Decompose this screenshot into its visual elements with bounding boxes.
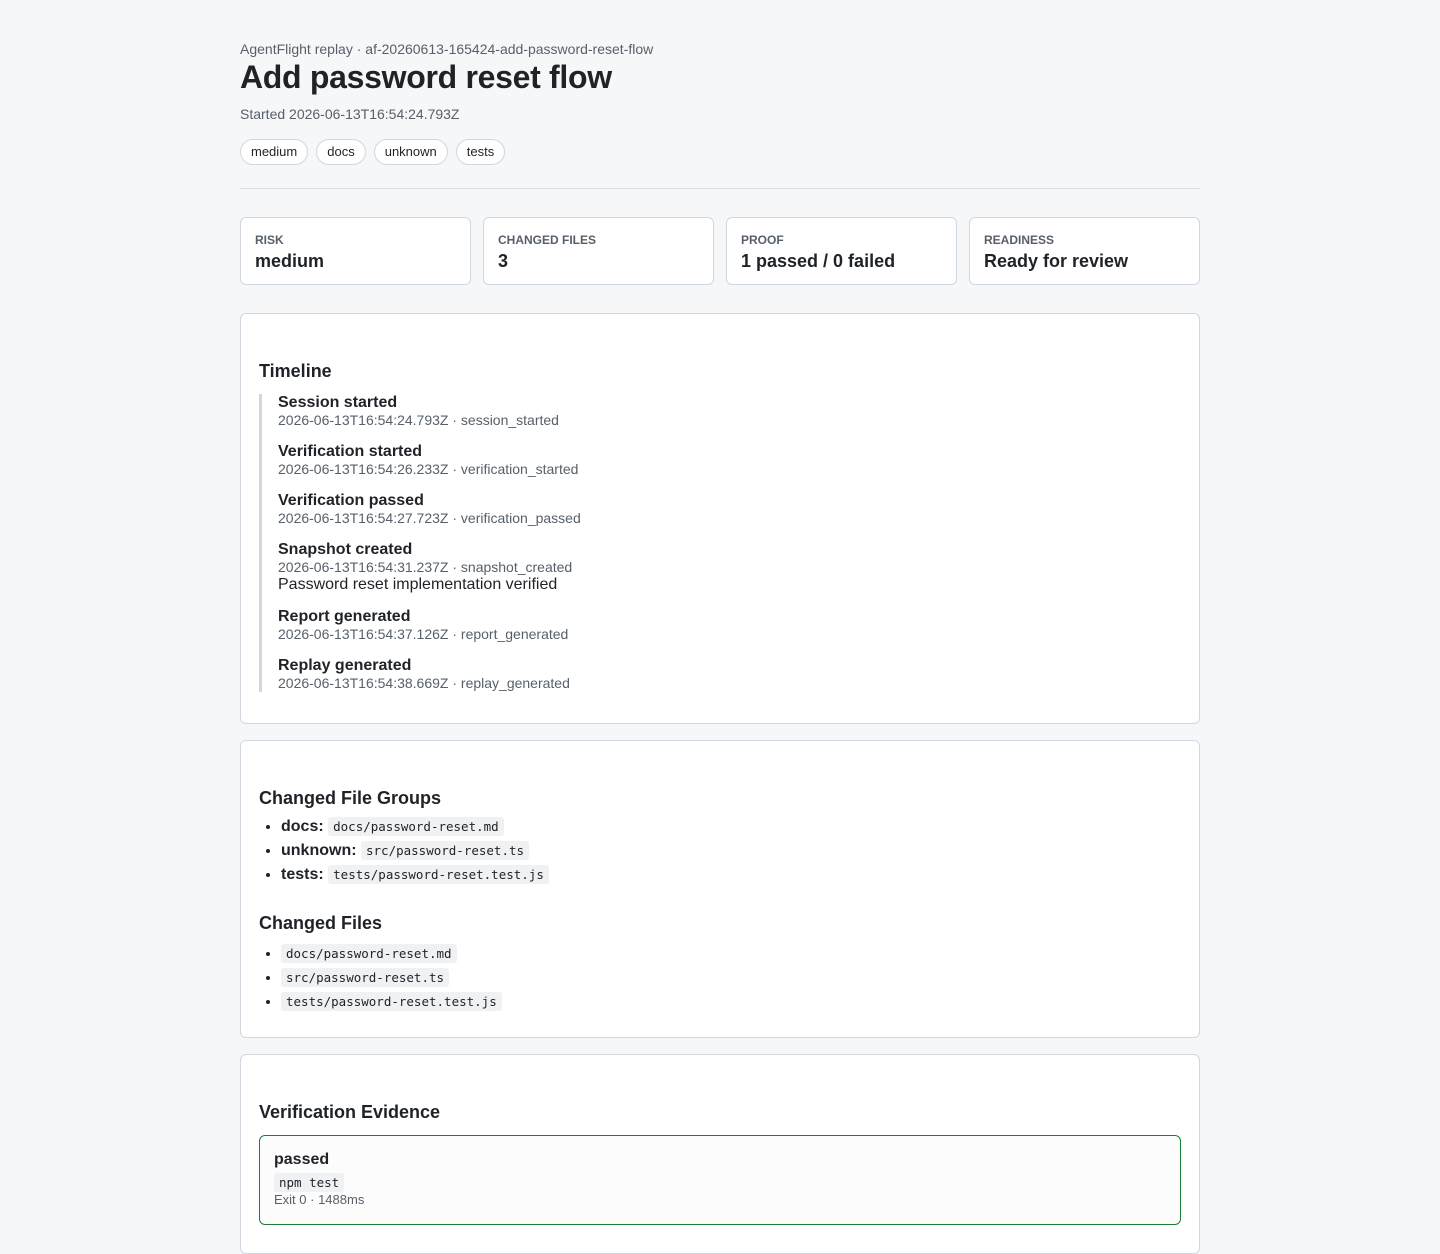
stat-proof — [726, 217, 957, 285]
timeline-event — [278, 608, 1181, 643]
file-path: docs/password-reset.md — [281, 944, 457, 963]
stat-value: 1 passed / 0 failed — [741, 251, 896, 271]
event-meta: 2026-06-13T16:54:24.793Z · session_started — [278, 412, 559, 428]
section-heading: Timeline — [259, 361, 332, 381]
section-heading: Changed Files — [259, 913, 383, 933]
summary-stats — [240, 217, 1200, 285]
event-meta: 2026-06-13T16:54:26.233Z · verification_started — [278, 461, 579, 477]
event-meta: 2026-06-13T16:54:38.669Z · replay_generated — [278, 675, 570, 691]
evidence-item — [259, 1135, 1181, 1225]
timeline-event — [278, 541, 1181, 594]
event-note: Password reset implementation verified — [278, 576, 558, 593]
stat-risk — [240, 217, 471, 285]
stat-label: RISK — [255, 233, 284, 247]
divider — [240, 188, 1200, 189]
page-title: Add password reset flow — [240, 59, 612, 95]
tag: medium — [240, 139, 308, 165]
tag: docs — [316, 139, 365, 165]
event-meta: 2026-06-13T16:54:37.126Z · report_generated — [278, 626, 569, 642]
section-heading: Changed File Groups — [259, 788, 442, 808]
stat-label: READINESS — [984, 233, 1055, 247]
stat-changed-files — [483, 217, 714, 285]
breadcrumb: AgentFlight replay · af-20260613-165424-add-password-reset-flow — [240, 41, 654, 57]
file-path: tests/password-reset.test.js — [328, 865, 549, 884]
evidence-exit: Exit 0 · 1488ms — [274, 1192, 365, 1207]
section-heading: Verification Evidence — [259, 1102, 441, 1122]
timeline-event — [278, 443, 1181, 478]
timeline-event — [278, 394, 1181, 429]
timeline — [259, 394, 1181, 692]
group-name: docs: — [281, 818, 324, 835]
event-title: Report generated — [278, 608, 411, 625]
verification-card — [240, 1054, 1200, 1254]
timeline-event — [278, 492, 1181, 527]
list-item — [281, 863, 1181, 887]
stat-label: CHANGED FILES — [498, 233, 597, 247]
stat-value: 3 — [498, 251, 509, 271]
stat-value: medium — [255, 251, 325, 271]
event-title: Snapshot created — [278, 541, 413, 558]
timeline-card — [240, 313, 1200, 724]
event-meta: 2026-06-13T16:54:31.237Z · snapshot_created — [278, 559, 573, 575]
event-title: Verification started — [278, 443, 423, 460]
list-item — [281, 990, 1181, 1014]
file-path: src/password-reset.ts — [281, 968, 449, 987]
file-path: docs/password-reset.md — [328, 817, 504, 836]
timeline-event — [278, 657, 1181, 692]
event-title: Session started — [278, 394, 398, 411]
page — [240, 0, 1200, 1254]
evidence-status: passed — [274, 1151, 330, 1168]
list-item — [281, 942, 1181, 966]
event-meta: 2026-06-13T16:54:27.723Z · verification_passed — [278, 510, 581, 526]
changed-files-card — [240, 740, 1200, 1038]
group-name: unknown: — [281, 842, 357, 859]
stat-label: PROOF — [741, 233, 784, 247]
list-item — [281, 839, 1181, 863]
evidence-command: npm test — [274, 1173, 344, 1192]
list-item — [281, 966, 1181, 990]
file-group-list — [259, 815, 1181, 887]
event-title: Replay generated — [278, 657, 412, 674]
group-name: tests: — [281, 866, 324, 883]
tag-list — [240, 139, 1200, 165]
tag: unknown — [374, 139, 448, 165]
tag: tests — [456, 139, 505, 165]
event-title: Verification passed — [278, 492, 424, 509]
list-item — [281, 815, 1181, 839]
evidence-command-row — [274, 1174, 1166, 1192]
file-path: tests/password-reset.test.js — [281, 992, 502, 1011]
file-list — [259, 942, 1181, 1014]
started-timestamp: Started 2026-06-13T16:54:24.793Z — [240, 106, 460, 122]
stat-readiness — [969, 217, 1200, 285]
stat-value: Ready for review — [984, 251, 1129, 271]
file-path: src/password-reset.ts — [361, 841, 529, 860]
